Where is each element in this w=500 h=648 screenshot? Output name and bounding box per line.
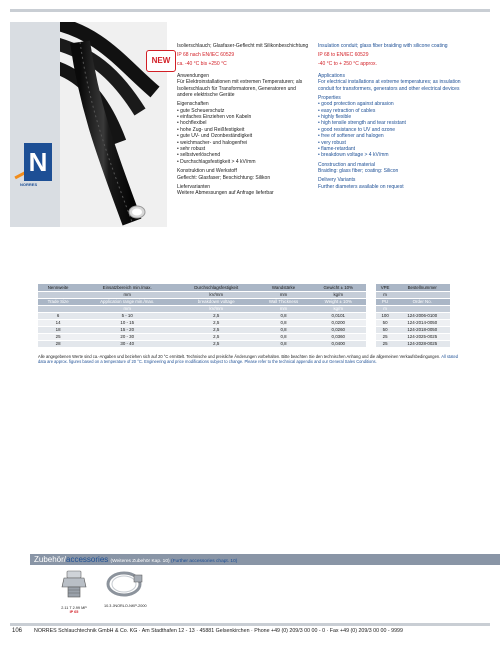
table-header-cell: PU [376,298,395,305]
table-cell: 0,0400 [311,340,366,347]
property-en: • good protection against abrasion [318,101,478,107]
table-cell: 124-2014-0050 [395,319,450,326]
table-cell: 124-2006-0100 [395,312,450,319]
delivery-text-en: Further diameters available on request [318,183,404,190]
table-cell: 20 - 30 [78,333,176,340]
construction-text-de: Geflecht: Glasfaser; Beschichtung: Silikon [177,174,271,181]
table-header-cell: Bestellnummer [395,284,450,291]
property-de: • einfaches Einziehen von Kabeln [177,114,312,120]
accessory-part-1 [56,569,92,614]
delivery-heading-en: Delivery Variants [318,177,356,184]
table-cell: 100 [376,312,395,319]
table-cell: 124-2018-0050 [395,326,450,333]
table-header-cell: VPE [376,284,395,291]
table-cell: 2,5 [176,312,256,319]
construction-heading-de: Konstruktion und Werkstoff [177,168,237,175]
table-unit-cell: mm [256,291,311,298]
table-cell: 0,8 [256,326,311,333]
table-spacer [366,312,376,319]
table-cell: 124-2028-0025 [395,340,450,347]
table-cell: 124-2025-0025 [395,333,450,340]
brand-wordmark: NORRES [20,182,38,187]
property-en: • highly flexible [318,114,478,120]
property-de: • gute UV- und Ozonbeständigkeit [177,133,312,139]
table-spacer [366,298,376,305]
table-unit-cell: mm [78,291,176,298]
property-de: • hohe Zug- und Reißfestigkeit [177,127,312,133]
table-row [38,333,450,340]
applications-text-en: For electrical installations at extreme temperatures; as insulation conduit for transformers, generators and other electrical devices [318,79,461,92]
table-cell: 0,8 [256,312,311,319]
applications-heading-en: Applications [318,73,345,79]
table-cell: 25 [376,333,395,340]
table-cell: 0,0101 [311,312,366,319]
table-unit-cell: kV/mm [176,305,256,312]
table-cell: 14 [38,319,78,326]
table-spacer [366,284,376,291]
table-header-cell: Trade Size [38,298,78,305]
company-address: NORRES Schlauchtechnik GmbH & Co. KG · Am Stadthafen 12 - 13 · 45881 Gelsenkirchen · Phone +49 (0) 209/3 00 00 - 0 · Fax +49 (0) 209/3 00 00 - 9999 [34,628,403,634]
accessories-bar [0,553,500,565]
table-cell: 15 - 20 [78,326,176,333]
property-de: • gute Scheuerschutz [177,108,312,114]
accessories-title-de: Zubehör/ [34,555,67,564]
table-spacer [366,319,376,326]
page-number: 106 [12,628,23,634]
description-de [177,43,312,199]
table-cell: 2,5 [176,319,256,326]
table-unit-cell: m [376,291,395,298]
table-row [38,326,450,333]
table-cell: 2,5 [176,340,256,347]
title-de: Isolierschlauch; Glasfaser-Geflecht mit Silikonbeschichtung [177,43,309,49]
table-unit-cell [38,291,78,298]
table-header-cell: Gewicht ± 10% [311,284,366,291]
property-de: • hochflexibel [177,120,312,126]
property-en: • easy retraction of cables [318,108,478,114]
table-cell: 0,8 [256,333,311,340]
hose-clamp-icon [104,569,144,599]
table-cell: 5 - 10 [78,312,176,319]
table-spacer [366,291,376,298]
table-cell: 2,5 [176,326,256,333]
accessory-part-1-note: IP 65 [69,610,79,614]
table-header-en [38,298,450,305]
construction-heading-en: Construction and material [318,161,375,168]
temp-de: ca. -40 °C bis +250 °C [177,61,227,67]
table-unit-cell: kg/m [311,305,366,312]
table-cell: 6 [38,312,78,319]
table-unit-cell [395,305,450,312]
table-cell: 25 [376,340,395,347]
table-header-cell: Order No. [395,298,450,305]
table-cell: 0,8 [256,319,311,326]
table-header-cell: Application range min./max. [78,298,176,305]
table-units-en [38,305,450,312]
table-unit-cell [395,291,450,298]
accessories-sub-de: (Weiteres Zubehör Kap. 10) [110,559,170,564]
table-unit-cell: mm [256,305,311,312]
specs-table [38,284,450,348]
table-cell: 0,0260 [311,326,366,333]
table-unit-cell: kg/m [311,291,366,298]
construction-text-en: Braiding: glass fiber; coating: Silicon [318,168,399,175]
norm-en: IP 68 to EN/IEC 60529 [318,52,369,58]
brand-sidebar [10,22,60,227]
table-header-cell: Durchschlagsfestigkeit [176,284,256,291]
table-cell: 0,8 [256,340,311,347]
applications-heading-de: Anwendungen [177,73,209,79]
table-unit-cell: m [376,305,395,312]
description-en [318,43,478,193]
table-cell: 50 [376,326,395,333]
property-en: • good resistance to UV and ozone [318,127,478,133]
property-en: • high tensile strength and tear resistant [318,120,478,126]
property-de: • selbstverlöschend [177,152,312,158]
brand-logo: N [24,143,52,181]
norm-de: IP 68 nach EN/IEC 60529 [177,52,235,58]
new-badge: NEW [146,50,176,72]
table-row [38,319,450,326]
table-cell: 2,5 [176,333,256,340]
table-header-cell: Wandstärke [256,284,311,291]
table-cell: 18 [38,326,78,333]
table-header-cell: Wall Thickness [256,298,311,305]
top-bar [0,0,500,18]
table-unit-cell: kV/mm [176,291,256,298]
page-footer [0,623,500,648]
table-cell: 10 - 15 [78,319,176,326]
accessory-part-1-label: 2.11 T 2.99 MP [61,606,87,610]
table-units-de [38,291,450,298]
table-cell: 0,0200 [311,319,366,326]
table-cell: 30 - 40 [78,340,176,347]
accessory-part-2 [104,569,147,608]
table-spacer [366,305,376,312]
property-en: • free of softener and halogen [318,133,478,139]
delivery-heading-de: Liefervarianten [177,183,211,190]
table-cell: 25 [38,333,78,340]
accessory-part-2-label: 10.3 JNORLO-NKP-2000 [104,604,147,608]
table-cell: 28 [38,340,78,347]
table-cell: 0,0360 [311,333,366,340]
property-en: • flame-retardant [318,146,478,152]
temp-en: -40 °C to + 250 °C approx. [318,61,377,67]
properties-heading-en: Properties [318,94,341,101]
table-header-cell: Einsatzbereich min./max. [78,284,176,291]
table-header-cell: breakdown voltage [176,298,256,305]
delivery-text-de: Weitere Abmessungen auf Anfrage lieferbar [177,190,274,197]
table-unit-cell [38,305,78,312]
property-de: • Durchschlagsfestigkeit > 4 kV/mm [177,159,312,165]
properties-heading-de: Eigenschaften [177,101,209,108]
table-header-cell: Nennweite [38,284,78,291]
property-en: • very robust [318,140,478,146]
accessories-title-en: accessories [66,555,109,564]
table-row [38,312,450,319]
footnote [38,354,460,365]
table-spacer [366,326,376,333]
property-en: • breakdown voltage > 4 kV/mm [318,152,478,158]
footnote-en: All stated data are approx. figures based on a temperature of 20 °C. Engineering and price modifications subject to change. Please refer to the technical appendix and our General Sales Conditions. [38,354,459,365]
property-de: • sehr robust [177,146,312,152]
accessories-sub-en: (Further accessories chapt. 10) [170,559,238,564]
property-de: • weichmacher- und halogenfrei [177,140,312,146]
cable-gland-icon [56,569,92,601]
table-spacer [366,333,376,340]
table-header-cell: Weight ± 10% [311,298,366,305]
title-en: Insulation conduit; glass fiber braiding with silicone coating [318,43,448,49]
table-spacer [366,340,376,347]
applications-text-de: Für Elektroinstallationen mit extremen Temperaturen; als Isolierschlauch für Transformatoren, Generatoren und andere elektrische Geräte [177,79,303,99]
table-unit-cell: mm [78,305,176,312]
table-header-de [38,284,450,291]
table-cell: 50 [376,319,395,326]
footnote-de: Alle angegebenen Werte sind ca.-Angaben und beziehen sich auf 20 °C ermittelt. Technische und preisliche Änderungen vorbehalten. Bitte beachten Sie den technischen Anhang und die allgemeinen Verkaufsbedingungen. [38,354,441,359]
table-row [38,340,450,347]
